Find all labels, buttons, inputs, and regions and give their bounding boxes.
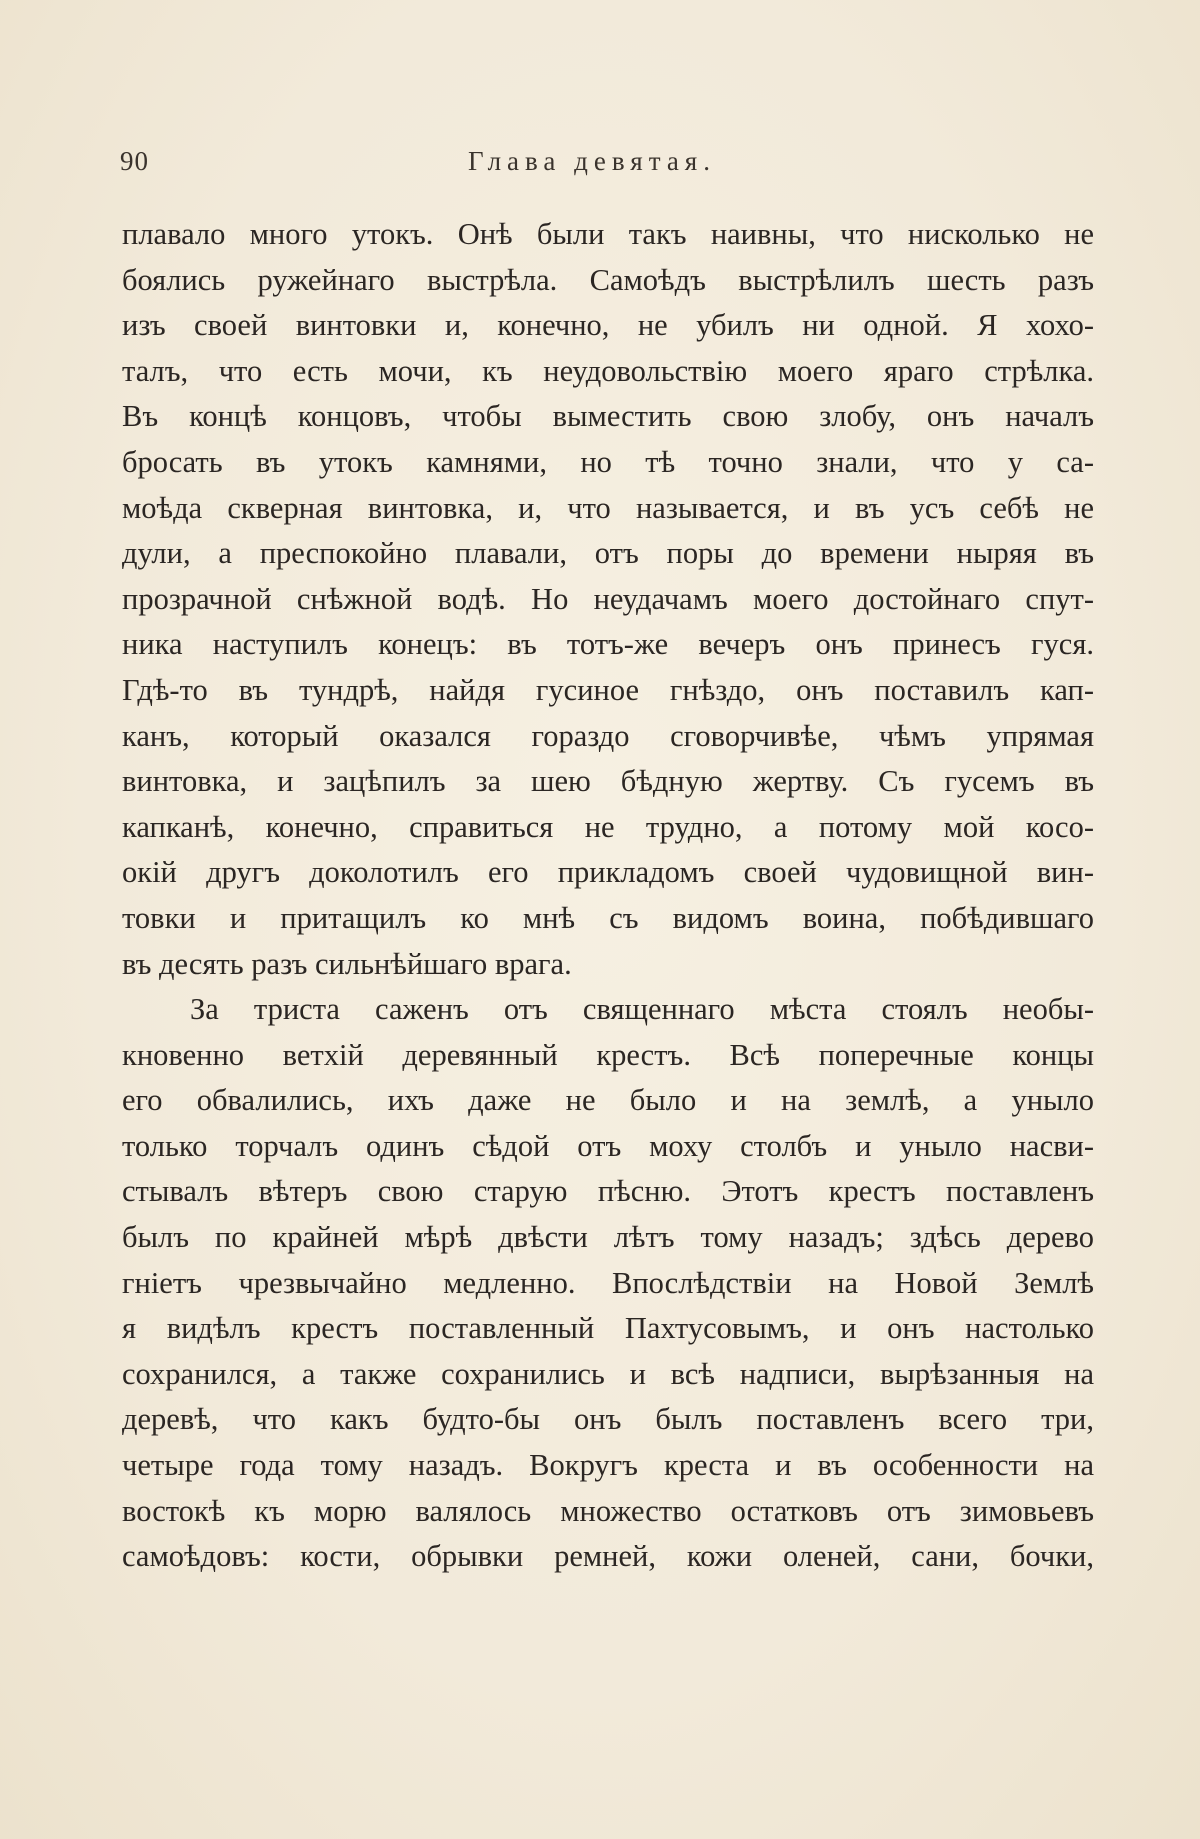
text-line: востокѣ къ морю валялось множество остатковъ отъ зимовьевъ [122, 1493, 1094, 1528]
text-line: канъ, который оказался гораздо сговорчивѣе, чѣмъ упрямая [122, 718, 1094, 753]
text-line: талъ, что есть мочи, къ неудовольствiю моего ярaго стрѣлка. [122, 353, 1094, 388]
text-line: стывалъ вѣтеръ свою старую пѣсню. Этотъ крестъ поставленъ [122, 1174, 1094, 1209]
text-line: капканѣ, конечно, справиться не трудно, а потому мой косо- [122, 809, 1094, 844]
text-line: его обвалились, ихъ даже не было и на землѣ, а уныло [122, 1083, 1094, 1118]
text-line: я видѣлъ крестъ поставленный Пахтусовымъ, и онъ настолько [122, 1311, 1094, 1346]
text-line: дули, а преспокойно плавали, отъ поры до времени ныряя въ [122, 536, 1094, 571]
paragraph-1 [122, 212, 1094, 987]
page-number: 90 [120, 146, 149, 176]
text-line: Гдѣ-то въ тундрѣ, найдя гусиное гнѣздо, онъ поставилъ кап- [122, 672, 1094, 707]
chapter-title: Глава девятая. [468, 146, 716, 176]
text-line: деревѣ, что какъ будто-бы онъ былъ поставленъ всего три, [122, 1402, 1094, 1437]
text-line: За триста саженъ отъ священнаго мѣста стоялъ необы- [190, 992, 1094, 1027]
text-line: въ десять разъ сильнѣйшаго врага. [122, 946, 572, 981]
text-line: кновенно ветхiй деревянный крестъ. Всѣ поперечные концы [122, 1037, 1094, 1072]
text-line: плавало много утокъ. Онѣ были такъ наивны, что нисколько не [122, 217, 1094, 251]
running-header [120, 146, 1080, 186]
body-text [122, 212, 1094, 1580]
text-line: гнiетъ чрезвычайно медленно. Впослѣдствiи на Новой Землѣ [122, 1265, 1094, 1300]
text-line: боялись ружейнаго выстрѣла. Самоѣдъ выстрѣлилъ шесть разъ [122, 262, 1094, 297]
text-line: винтовка, и зацѣпилъ за шею бѣдную жертву. Съ гусемъ въ [122, 764, 1094, 799]
text-line: бросать въ утокъ камнями, но тѣ точно знали, что у са- [122, 444, 1094, 479]
text-line: изъ своей винтовки и, конечно, не убилъ ни одной. Я хохо- [122, 308, 1094, 343]
text-line: ника наступилъ конецъ: въ тотъ-же вечеръ онъ принесъ гуся. [122, 627, 1094, 662]
text-line: самоѣдовъ: кости, обрывки ремней, кожи оленей, сани, бочки, [122, 1539, 1094, 1574]
text-line: окiй другъ доколотилъ его прикладомъ своей чудовищной вин- [122, 855, 1094, 890]
text-line: Въ концѣ концовъ, чтобы выместить свою злобу, онъ началъ [122, 399, 1094, 434]
text-line: былъ по крайней мѣрѣ двѣсти лѣтъ тому назадъ; здѣсь дерево [122, 1220, 1094, 1255]
text-line: моѣда скверная винтовка, и, что называется, и въ усъ себѣ не [122, 490, 1094, 525]
text-line: только торчалъ одинъ сѣдой отъ моху столбъ и уныло насви- [122, 1128, 1094, 1163]
text-line: прозрачной снѣжной водѣ. Но неудачамъ моего достойнаго спут- [122, 581, 1094, 616]
paragraph-2 [122, 987, 1094, 1580]
text-line: товки и притащилъ ко мнѣ съ видомъ воина, побѣдившаго [122, 900, 1094, 935]
text-line: четыре года тому назадъ. Вокругъ креста и въ особенности на [122, 1448, 1094, 1483]
text-line: сохранился, а также сохранились и всѣ надписи, вырѣзанныя на [122, 1356, 1094, 1391]
